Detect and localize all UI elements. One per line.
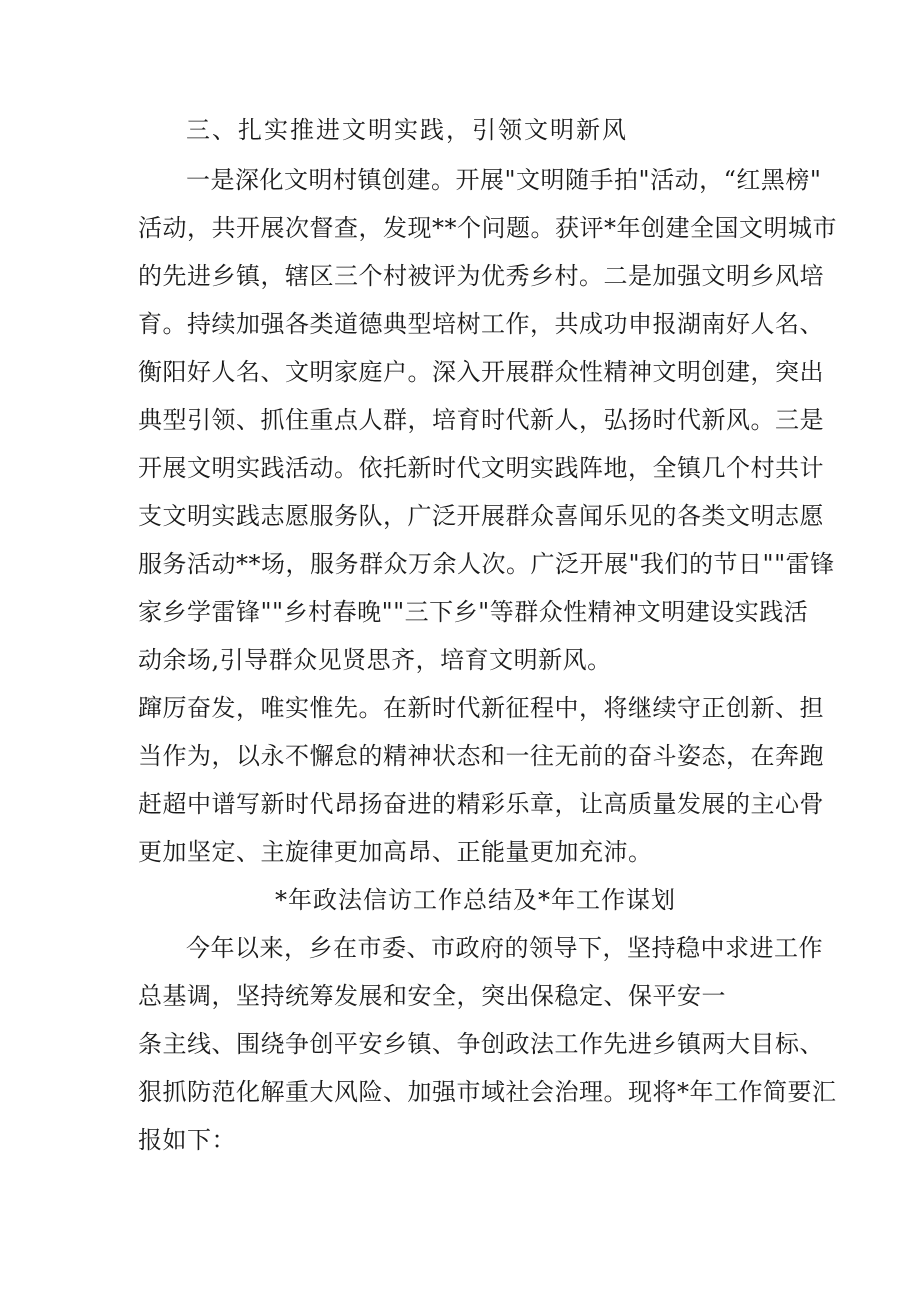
document-title: *年政法信访工作总结及*年工作谋划 [275,886,676,914]
paragraph-line: 更加坚定、主旋律更加高昂、正能量更加充沛。 [138,838,653,866]
section-heading: 三、扎实推进文明实践，引领文明新风 [186,116,628,144]
paragraph-line: 衡阳好人名、文明家庭户。深入开展群众性精神文明创建，突出 [138,358,824,386]
paragraph-line: 服务活动**场，服务群众万余人次。广泛开展"我们的节日""雷锋 [138,550,835,578]
paragraph-line: 狠抓防范化解重大风险、加强市域社会治理。现将*年工作简要汇 [138,1078,837,1106]
paragraph-line: 蹿厉奋发，唯实惟先。在新时代新征程中，将继续守正创新、担 [138,694,824,722]
paragraph-line: 典型引领、抓住重点人群，培育时代新人，弘扬时代新风。三是 [138,406,824,434]
paragraph-line: 家乡学雷锋""乡村春晚""三下乡"等群众性精神文明建设实践活 [138,598,809,626]
paragraph-line: 一是深化文明村镇创建。开展"文明随手拍"活动，“红黑榜" [186,166,822,194]
paragraph-line: 的先进乡镇，辖区三个村被评为优秀乡村。二是加强文明乡风培 [138,262,824,290]
paragraph-line: 开展文明实践活动。依托新时代文明实践阵地，全镇几个村共计 [138,454,824,482]
paragraph-line: 今年以来，乡在市委、市政府的领导下，坚持稳中求进工作 [186,934,823,962]
paragraph-line: 当作为，以永不懈怠的精神状态和一往无前的奋斗姿态，在奔跑 [138,742,824,770]
paragraph-line: 活动，共开展次督查，发现**个问题。获评*年创建全国文明城市 [138,214,837,242]
paragraph-line: 总基调，坚持统筹发展和安全，突出保稳定、保平安一 [138,982,726,1010]
paragraph-line: 报如下： [138,1126,236,1154]
paragraph-line: 条主线、围绕争创平安乡镇、争创政法工作先进乡镇两大目标、 [138,1030,824,1058]
paragraph-line: 支文明实践志愿服务队，广泛开展群众喜闻乐见的各类文明志愿 [138,502,824,530]
paragraph-line: 动余场,引导群众见贤思齐，培育文明新风。 [138,646,612,674]
paragraph-line: 赶超中谱写新时代昂扬奋进的精彩乐章，让高质量发展的主心骨 [138,790,824,818]
paragraph-line: 育。持续加强各类道德典型培树工作，共成功申报湖南好人名、 [138,310,824,338]
